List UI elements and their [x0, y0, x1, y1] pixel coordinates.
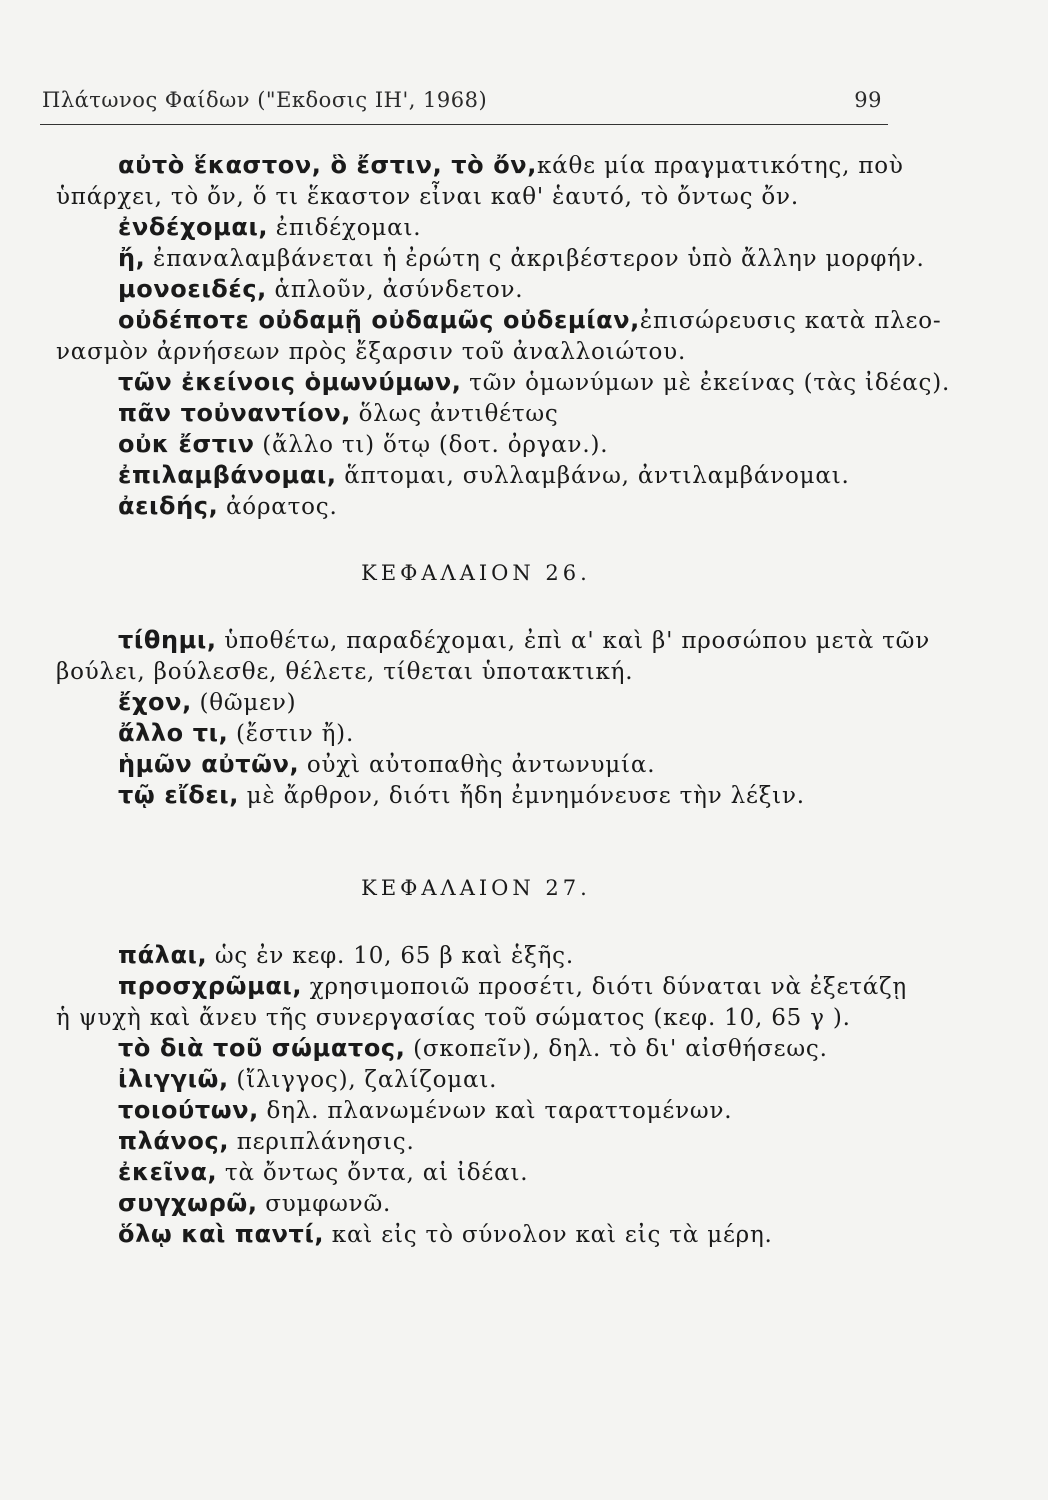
gloss-term: ἰλιγγιῶ,	[118, 1065, 229, 1093]
gloss-term: μονοειδές,	[118, 275, 267, 303]
gloss-line	[56, 305, 942, 336]
gloss-line	[56, 1064, 896, 1095]
gloss-definition: ἡ ψυχὴ καὶ ἄνευ τῆς συνεργασίας τοῦ σώματος (κεφ. 10, 65 γ ).	[56, 1005, 851, 1031]
gloss-line	[56, 243, 925, 274]
gloss-line	[56, 1126, 896, 1157]
gloss-line	[56, 625, 931, 656]
gloss-definition: δηλ. πλανωμένων καὶ ταραττομένων.	[266, 1098, 733, 1124]
gloss-term: πάλαι,	[118, 941, 208, 969]
gloss-term: οὐδέποτε οὐδαμῇ οὐδαμῶς οὐδεμίαν,	[118, 306, 640, 334]
gloss-definition: κάθε μία πραγματικότης, ποὺ	[536, 153, 904, 179]
header-rule	[40, 124, 888, 125]
gloss-term: πᾶν τοὐναντίον,	[118, 399, 351, 427]
gloss-term: τῷ εἴδει,	[118, 781, 239, 809]
running-header	[42, 88, 882, 122]
gloss-term: τὸ διὰ τοῦ σώματος,	[118, 1034, 406, 1062]
gloss-term: οὐκ ἔστιν	[118, 430, 255, 458]
gloss-definition: ἀόρατος.	[225, 494, 338, 520]
gloss-definition: τὰ ὄντως ὄντα, αἱ ἰδέαι.	[224, 1160, 529, 1186]
gloss-line	[56, 1188, 896, 1219]
gloss-definition: ὡς ἐν κεφ. 10, 65 β καὶ ἑξῆς.	[214, 943, 574, 969]
gloss-term: ἄλλο τι,	[118, 719, 229, 747]
gloss-line	[56, 367, 951, 398]
gloss-line	[56, 429, 896, 460]
gloss-line	[56, 1033, 896, 1064]
gloss-line	[56, 1219, 896, 1250]
gloss-definition: ἐπιδέχομαι.	[275, 215, 422, 241]
gloss-definition: ὑποθέτω, παραδέχομαι, ἐπὶ α' καὶ β' προσώπου μετὰ τῶν	[224, 628, 931, 654]
gloss-line	[56, 656, 896, 687]
gloss-line	[56, 212, 896, 243]
gloss-definition: μὲ ἄρθρον, διότι ἤδη ἐμνημόνευσε τὴν λέξιν.	[246, 783, 805, 809]
gloss-line	[56, 1095, 896, 1126]
gloss-line	[56, 398, 896, 429]
gloss-definition: νασμὸν ἀρνήσεων πρὸς ἔξαρσιν τοῦ ἀναλλοιώτου.	[56, 339, 687, 365]
page-number: 99	[854, 88, 882, 112]
chapter-heading: ΚΕΦΑΛΑΙΟΝ 27.	[361, 876, 591, 900]
gloss-line	[56, 687, 896, 718]
gloss-definition: συμφωνῶ.	[265, 1191, 392, 1217]
gloss-definition: ὑπάρχει, τὸ ὄν, ὅ τι ἕκαστον εἶναι καθ' ἑαυτό, τὸ ὄντως ὄν.	[56, 184, 799, 210]
gloss-definition: χρησιμοποιῶ προσέτι, διότι δύναται νὰ ἐξετάζῃ	[309, 974, 907, 1000]
gloss-term: πλάνος,	[118, 1127, 230, 1155]
gloss-term: προσχρῶμαι,	[118, 972, 303, 1000]
gloss-line	[56, 749, 896, 780]
gloss-line	[56, 336, 896, 367]
gloss-line	[56, 491, 896, 522]
gloss-line	[56, 274, 896, 305]
gloss-line	[56, 971, 907, 1002]
gloss-definition: ὅλως ἀντιθέτως	[358, 401, 559, 427]
chapter-heading: ΚΕΦΑΛΑΙΟΝ 26.	[361, 561, 591, 585]
gloss-definition: (σκοπεῖν), δηλ. τὸ δι' αἰσθήσεως.	[413, 1036, 828, 1062]
gloss-definition: (θῶμεν)	[199, 690, 297, 716]
gloss-definition: ἐπαναλαμβάνεται ἡ ἐρώτη ς ἀκριβέστερον ὑπὸ ἄλλην μορφήν.	[153, 246, 925, 272]
gloss-line	[56, 780, 896, 811]
gloss-definition: (ἔστιν ἤ).	[235, 721, 355, 747]
gloss-line	[56, 718, 896, 749]
gloss-term: τοιούτων,	[118, 1096, 259, 1124]
gloss-definition: καὶ εἰς τὸ σύνολον καὶ εἰς τὰ μέρη.	[331, 1222, 773, 1248]
page-body	[56, 150, 951, 1250]
gloss-definition: περιπλάνησις.	[236, 1129, 415, 1155]
gloss-term: συγχωρῶ,	[118, 1189, 258, 1217]
gloss-line	[56, 150, 904, 181]
gloss-term: ἀειδής,	[118, 492, 219, 520]
gloss-definition: τῶν ὁμωνύμων μὲ ἐκείνας (τὰς ἰδέας).	[469, 370, 951, 396]
gloss-term: ἤ,	[118, 244, 146, 272]
gloss-line	[56, 1002, 896, 1033]
gloss-term: ἡμῶν αὐτῶν,	[118, 750, 300, 778]
gloss-definition: ἐπισώρευσις κατὰ πλεο-	[639, 308, 942, 334]
gloss-term: ὅλῳ καὶ παντί,	[118, 1220, 325, 1248]
gloss-term: ἔχον,	[118, 688, 192, 716]
gloss-definition: ἁπλοῦν, ἀσύνδετον.	[274, 277, 524, 303]
gloss-definition: οὐχὶ αὐτοπαθὴς ἀντωνυμία.	[306, 752, 656, 778]
gloss-definition: βούλει, βούλεσθε, θέλετε, τίθεται ὑποτακτική.	[56, 659, 634, 685]
gloss-line	[56, 460, 896, 491]
header-title: Πλάτωνος Φαίδων ("Εκδοσις ΙΗ', 1968)	[42, 88, 488, 112]
gloss-line	[56, 940, 896, 971]
gloss-definition: (ἴλιγγος), ζαλίζομαι.	[236, 1067, 498, 1093]
gloss-definition: ἅπτομαι, συλλαμβάνω, ἀντιλαμβάνομαι.	[344, 463, 850, 489]
gloss-term: ἐνδέχομαι,	[118, 213, 269, 241]
gloss-term: ἐκεῖνα,	[118, 1158, 218, 1186]
gloss-term: ἐπιλαμβάνομαι,	[118, 461, 337, 489]
gloss-line	[56, 1157, 896, 1188]
gloss-line	[56, 181, 896, 212]
gloss-term: αὐτὸ ἕκαστον, ὃ ἔστιν, τὸ ὄν,	[118, 151, 537, 179]
gloss-definition: (ἄλλο τι) ὅτῳ (δοτ. ὀργαν.).	[262, 432, 609, 458]
gloss-term: τίθημι,	[118, 626, 217, 654]
gloss-term: τῶν ἐκείνοις ὁμωνύμων,	[118, 368, 462, 396]
